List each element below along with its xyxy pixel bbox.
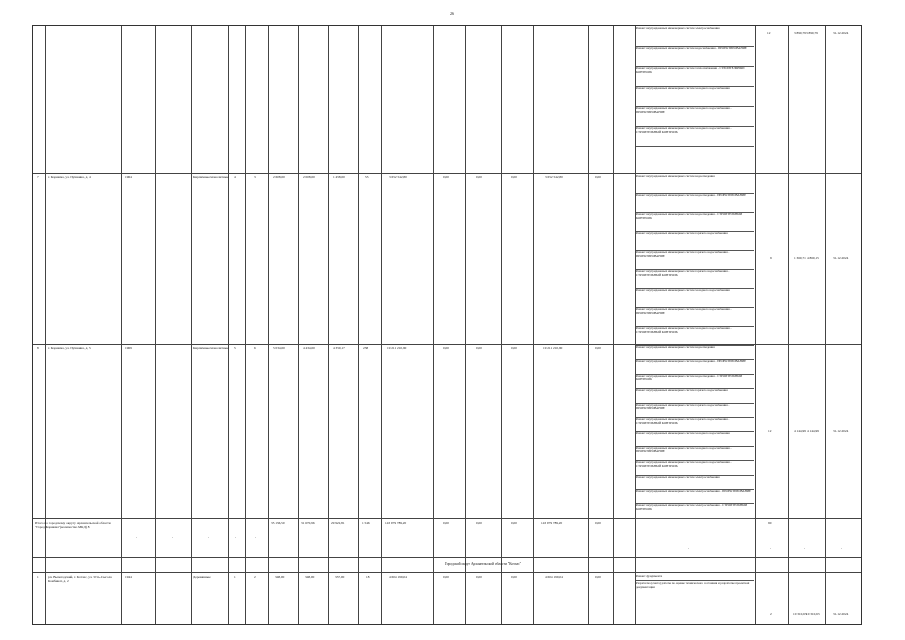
totals-dash: - [235, 535, 237, 539]
kotlas1-area-res: 337,00 [335, 575, 345, 579]
row7-entrances: 3 [254, 175, 256, 179]
col-line [825, 26, 826, 624]
totals-dash: - [208, 535, 210, 539]
row8-f2: 0,00 [476, 346, 482, 350]
totals-residents: 1 546 [362, 521, 370, 525]
work-type-item: Ремонт внутридомовых инженерных систем водоотведения - СТРОИТЕЛЬНЫЙ КОНТРОЛЬ [636, 213, 743, 220]
row7-address: г. Коряжма, ул. Пушкина, д. 4 [48, 175, 91, 179]
work-type-item: Ремонт внутридомовых инженерных систем водоотведения - ПРОЕКТИРОВАНИЕ [636, 360, 746, 364]
row8-area-live: 4 434,00 [303, 346, 315, 350]
row7-date: 31.12.2024 [833, 256, 849, 260]
kotlas1-f3: 0,00 [511, 575, 517, 579]
col-line [155, 26, 156, 624]
totals-label: Итого по городскому округу Архангельской области "Город Коряжма"(количество МКД) 8 [35, 521, 111, 529]
kotlas1-area-total: 348,00 [275, 575, 285, 579]
kotlas1-work: Ремонт фундамента [636, 575, 663, 578]
work-type-item: Ремонт внутридомовых инженерных систем электроснабжения - ПРОЕКТИРОВАНИЕ [636, 490, 751, 493]
work-divider [636, 146, 754, 147]
col-line [381, 26, 382, 624]
row7-cost-max: 4 860,15 [807, 256, 819, 260]
row8-f3: 0,00 [511, 346, 517, 350]
row7-num: 7 [37, 175, 39, 179]
work-type-item: Ремонт внутридомовых инженерных систем электроснабжения [636, 27, 720, 30]
totals-f2: 0,00 [476, 521, 482, 525]
row7-owners: 3 652 542,80 [545, 175, 563, 179]
row7-floors: 4 [234, 175, 236, 179]
row7-cost-unit: 1 360,71 [794, 256, 806, 260]
kotlas1-f1: 0,00 [443, 575, 449, 579]
totals-f1: 0,00 [443, 521, 449, 525]
work-type-item: Ремонт внутридомовых инженерных систем электроснабжения - СТРОИТЕЛЬНЫЙ КОНТРОЛЬ [636, 504, 748, 511]
kotlas1-f4: 0,00 [595, 575, 601, 579]
row8-cost: 19 211 210,90 [387, 346, 407, 350]
kotlas1-year: 1944 [125, 575, 132, 579]
totals-dash: - [688, 546, 690, 550]
work-type-item: Ремонт внутридомовых инженерных систем холодного водоснабжения - СТРОИТЕЛЬНЫЙ КОНТРОЛЬ [636, 327, 732, 334]
kotlas1-date: 31.12.2024 [833, 612, 849, 616]
row-line [33, 173, 861, 174]
work-type-item: Ремонт внутридомовых инженерных систем холодного водоснабжения - СТРОИТЕЛЬНЫЙ КОНТРОЛЬ [636, 127, 732, 134]
col-line [228, 26, 229, 624]
row7-f1: 0,00 [443, 175, 449, 179]
top-cost-max: 3 890,79 [806, 31, 818, 35]
col-line [191, 26, 192, 624]
work-type-item: Ремонт внутридомовых инженерных систем водоотведения [636, 175, 715, 178]
work-type-item: Ремонт внутридомовых инженерных систем водоотведения [636, 346, 715, 349]
row8-entrances: 6 [254, 346, 256, 350]
kotlas1-residents: 18 [366, 575, 370, 579]
row7-f3: 0,00 [511, 175, 517, 179]
col-line [358, 26, 359, 624]
work-type-item: Ремонт внутридомовых инженерных систем горячего водоснабжения - СТРОИТЕЛЬНЫЙ КОНТРОЛЬ [636, 270, 730, 277]
col-line [613, 26, 614, 624]
work-type-item: Ремонт внутридомовых инженерных систем холодного водоснабжения - ПРОЕКТИРОВАНИЕ [636, 446, 732, 454]
col-line [298, 26, 299, 624]
work-type-item: Ремонт внутридомовых инженерных систем холодного водоснабжения [636, 87, 730, 90]
kotlas1-floors: 1 [234, 575, 236, 579]
row8-f4: 0,00 [595, 346, 601, 350]
row7-year: 1964 [125, 175, 132, 179]
row7-area-live: 2 008,00 [303, 175, 315, 179]
totals-dash: - [255, 535, 257, 539]
row-line [33, 557, 861, 558]
col-line [755, 26, 756, 624]
kotlas1-address: рп. Вычегодский, г. Котлас, ул. Усть-Сысола Комбинат, д. 2 [48, 575, 112, 583]
row7-residents: 53 [365, 175, 369, 179]
work-type-item: Ремонт внутридомовых инженерных систем водоотведения - СТРОИТЕЛЬНЫЙ КОНТРОЛЬ [636, 374, 743, 382]
work-type-item: Ремонт внутридомовых инженерных систем горячего водоснабжения [636, 232, 728, 235]
totals-f4: 0,00 [595, 521, 601, 525]
col-line [328, 26, 329, 624]
kotlas1-entrances: 2 [254, 575, 256, 579]
work-type-item: Ремонт внутридомовых инженерных систем горячего водоснабжения - ПРОЕКТИРОВАНИЕ [636, 403, 730, 411]
work-type-item: Ремонт внутридомовых инженерных систем холодного водоснабжения [636, 432, 730, 436]
totals-count: 90 [768, 521, 772, 525]
repair-program-table [32, 25, 862, 625]
kotlas1-work: Разработка (смета) работы по оценке технического состояния и разработке проектной документации [636, 582, 750, 589]
work-divider [636, 518, 754, 519]
row7-count: 9 [770, 256, 772, 260]
totals-dash: - [841, 546, 843, 550]
kotlas1-cost-unit: 10 310,63 [793, 612, 807, 616]
page-number: 26 [450, 11, 454, 16]
kotlas1-cost-max: 10 310,63 [806, 612, 820, 616]
col-line [465, 26, 466, 624]
totals-dash: - [172, 535, 174, 539]
totals-f3: 0,00 [511, 521, 517, 525]
work-type-item: Ремонт внутридомовых инженерных систем горячего водоснабжения - ПРОЕКТИРОВАНИЕ [636, 251, 730, 258]
work-type-item: Ремонт внутридомовых инженерных систем холодного водоснабжения - ПРОЕКТИРОВАНИЕ [636, 308, 732, 315]
row8-year: 1969 [125, 346, 132, 350]
row8-num: 8 [37, 346, 39, 350]
col-line [635, 26, 636, 624]
col-line [588, 26, 589, 624]
totals-cost: 143 979 789,20 [385, 521, 407, 525]
col-line [268, 26, 269, 624]
work-type-item: Ремонт внутридомовых инженерных систем водоотведения - ПРОЕКТИРОВАНИЕ [636, 194, 746, 197]
row8-material: Кирпичные/монолитные [193, 346, 229, 350]
totals-area-live: 31 670,96 [301, 521, 315, 525]
col-line [788, 26, 789, 624]
row8-residents: 238 [363, 346, 369, 350]
col-line [121, 26, 122, 624]
top-cost-unit: 3 890,79 [794, 31, 806, 35]
row8-count: 12 [768, 429, 772, 433]
kotlas1-num: 1 [37, 575, 39, 579]
row8-address: г. Коряжма, ул. Пушкина, д. 5 [48, 346, 91, 350]
work-type-item: Ремонт внутридомовых инженерных систем холодного водоснабжения - СТРОИТЕЛЬНЫЙ КОНТРОЛЬ [636, 461, 732, 468]
kotlas1-count: 2 [770, 612, 772, 616]
row8-area-total: 5 034,00 [273, 346, 285, 350]
district-title: Городской округ Архангельской области "Котлас" [444, 562, 522, 566]
row8-cost-unit: 4 144,99 [794, 429, 806, 433]
col-line [245, 26, 246, 624]
totals-area-res: 29 922,81 [331, 521, 345, 525]
kotlas1-owners: 4 604 199,04 [545, 575, 563, 579]
row-line [33, 572, 861, 573]
col-line [433, 26, 434, 624]
kotlas1-area-live: 348,00 [305, 575, 315, 579]
totals-owners: 143 979 789,20 [541, 521, 563, 525]
row7-area-total: 2 608,00 [273, 175, 285, 179]
row8-cost-max: 4 144,99 [807, 429, 819, 433]
top-count: 12 [767, 31, 771, 35]
work-type-item: Ремонт внутридомовых инженерных систем электроснабжения [636, 475, 720, 479]
row7-area-res: 1 458,00 [333, 175, 345, 179]
work-type-item: Ремонт внутридомовых инженерных систем холодного водоснабжения - ПРОЕКТИРОВАНИЕ [636, 107, 732, 114]
totals-area-total: 35 136,50 [271, 521, 285, 525]
row7-f2: 0,00 [476, 175, 482, 179]
kotlas1-cost: 4 604 199,04 [389, 575, 407, 579]
work-type-item: Ремонт внутридомовых инженерных систем теплоснабжения - СТРОИТЕЛЬНЫЙ КОНТРОЛЬ [636, 67, 745, 74]
row8-area-res: 4 350,17 [333, 346, 345, 350]
row7-f4: 0,00 [595, 175, 601, 179]
col-line [533, 26, 534, 624]
kotlas1-material: Деревянные [193, 575, 211, 579]
row8-floors: 5 [234, 346, 236, 350]
top-date: 31.12.2024 [833, 31, 849, 35]
row7-material: Кирпичные/монолитные [193, 175, 229, 179]
col-line [45, 26, 46, 624]
work-type-item: Ремонт внутридомовых инженерных систем горячего водоснабжения - СТРОИТЕЛЬНЫЙ КОНТРОЛЬ [636, 418, 730, 425]
work-divider [636, 580, 754, 581]
col-line [501, 26, 502, 624]
row8-date: 31.12.2024 [833, 429, 849, 433]
totals-dash: - [136, 535, 138, 539]
row7-cost: 3 652 542,80 [389, 175, 407, 179]
work-type-item: Ремонт внутридомовых инженерных систем горячего водоснабжения [636, 389, 728, 393]
totals-dash: - [770, 546, 772, 550]
totals-dash: - [804, 546, 806, 550]
kotlas1-f2: 0,00 [476, 575, 482, 579]
row8-f1: 0,00 [443, 346, 449, 350]
work-type-item: Ремонт внутридомовых инженерных систем водоснабжения - ПРОЕКТИРОВАНИЕ [636, 47, 747, 50]
row8-owners: 19 211 210,90 [543, 346, 563, 350]
work-type-item: Ремонт внутридомовых инженерных систем холодного водоснабжения [636, 289, 730, 292]
